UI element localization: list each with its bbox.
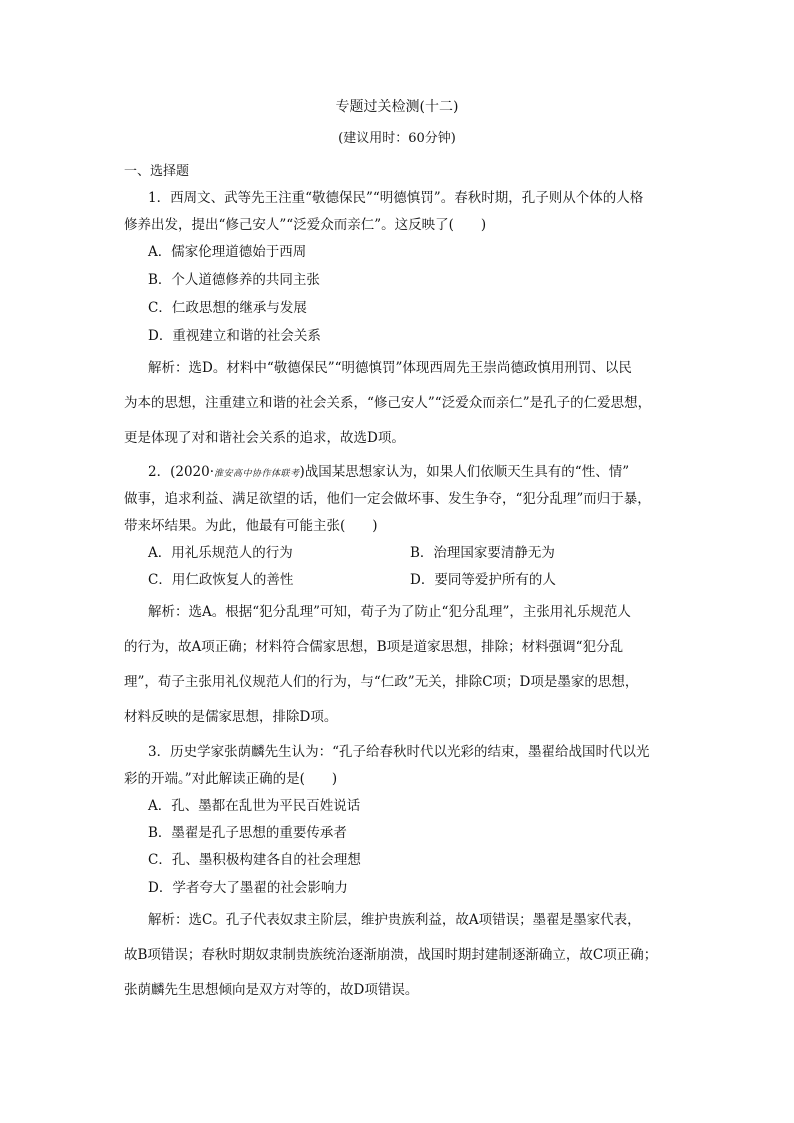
q2-option-c: C．用仁政恢复人的善性 — [148, 572, 294, 588]
q3-option-a: A．孔、墨都在乱世为平民百姓说话 — [148, 798, 361, 814]
q3-stem-line-2: 彩的开端。”对此解读正确的是( ) — [124, 771, 338, 787]
q1-option-c: C．仁政思想的继承与发展 — [148, 300, 307, 316]
q1-stem-line-2: 修养出发，提出“修己安人”“泛爱众而亲仁”。这反映了( ) — [124, 217, 487, 233]
q2-stem-line-1 — [148, 460, 629, 480]
q2-option-b: B．治理国家要清静无为 — [410, 545, 555, 561]
q3-option-d: D．学者夸大了墨翟的社会影响力 — [148, 880, 348, 896]
time-suggestion: (建议用时：60分钟) — [338, 131, 456, 146]
q1-option-d: D．重视建立和谐的社会关系 — [148, 328, 321, 344]
q2-analysis-line-4: 材料反映的是儒家思想，排除D项。 — [124, 709, 338, 725]
q2-option-a: A．用礼乐规范人的行为 — [148, 545, 293, 561]
q2-option-d: D．要同等爱护所有的人 — [410, 572, 556, 588]
q3-stem-line-1: 3．历史学家张荫麟先生认为：“孔子给春秋时代以光彩的结束，墨翟给战国时代以光 — [148, 744, 650, 760]
page-title: 专题过关检测(十二) — [335, 99, 459, 115]
q3-option-b: B．墨翟是孔子思想的重要传承者 — [148, 825, 347, 841]
q1-stem-line-1: 1．西周文、武等先王注重“敬德保民”“明德慎罚”。春秋时期，孔子则从个体的人格 — [148, 190, 644, 206]
q2-analysis-line-2: 的行为，故A项正确；材料符合儒家思想，B项是道家思想，排除；材料强调“犯分乱 — [124, 639, 624, 655]
q3-analysis-line-1: 解析：选C。孔子代表奴隶主阶层，维护贵族利益，故A项错误；墨翟是墨家代表， — [148, 912, 641, 928]
q3-analysis-line-2: 故B项错误；春秋时期奴隶制贵族统治逐渐崩溃，战国时期封建制逐渐确立，故C项正确； — [124, 947, 658, 963]
q1-option-a: A．儒家伦理道德始于西周 — [148, 244, 307, 260]
q2-stem-rest: )战国某思想家认为，如果人们依顺天生具有的“性、情” — [299, 464, 630, 480]
q2-source: 淮安高中协作体联考 — [214, 469, 300, 479]
q2-analysis-line-1: 解析：选A。根据“犯分乱理”可知，荀子为了防止“犯分乱理”，主张用礼乐规范人 — [148, 604, 631, 620]
section-heading: 一、选择题 — [124, 164, 190, 179]
q1-analysis-line-2: 为本的思想，注重建立和谐的社会关系，“修己安人”“泛爱众而亲仁”是孔子的仁爱思想， — [124, 395, 652, 411]
q3-analysis-line-3: 张荫麟先生思想倾向是双方对等的，故D项错误。 — [124, 982, 419, 998]
q3-option-c: C．孔、墨积极构建各自的社会理想 — [148, 852, 361, 868]
q1-option-b: B．个人道德修养的共同主张 — [148, 272, 320, 288]
q1-analysis-line-1: 解析：选D。材料中“敬德保民”“明德慎罚”体现西周先王崇尚德政慎用刑罚、以民 — [148, 360, 632, 376]
q2-stem-line-2: 做事，追求利益、满足欲望的话，他们一定会做坏事、发生争夺，“犯分乱理”而归于暴， — [124, 491, 651, 507]
q2-analysis-line-3: 理”，荀子主张用礼仪规范人们的行为，与“仁政”无关，排除C项；D项是墨家的思想， — [124, 674, 639, 690]
q2-number: 2．(2020· — [148, 464, 215, 480]
q1-analysis-line-3: 更是体现了对和谐社会关系的追求，故选D项。 — [124, 430, 405, 446]
q2-stem-line-3: 带来坏结果。为此，他最有可能主张( ) — [124, 518, 378, 534]
